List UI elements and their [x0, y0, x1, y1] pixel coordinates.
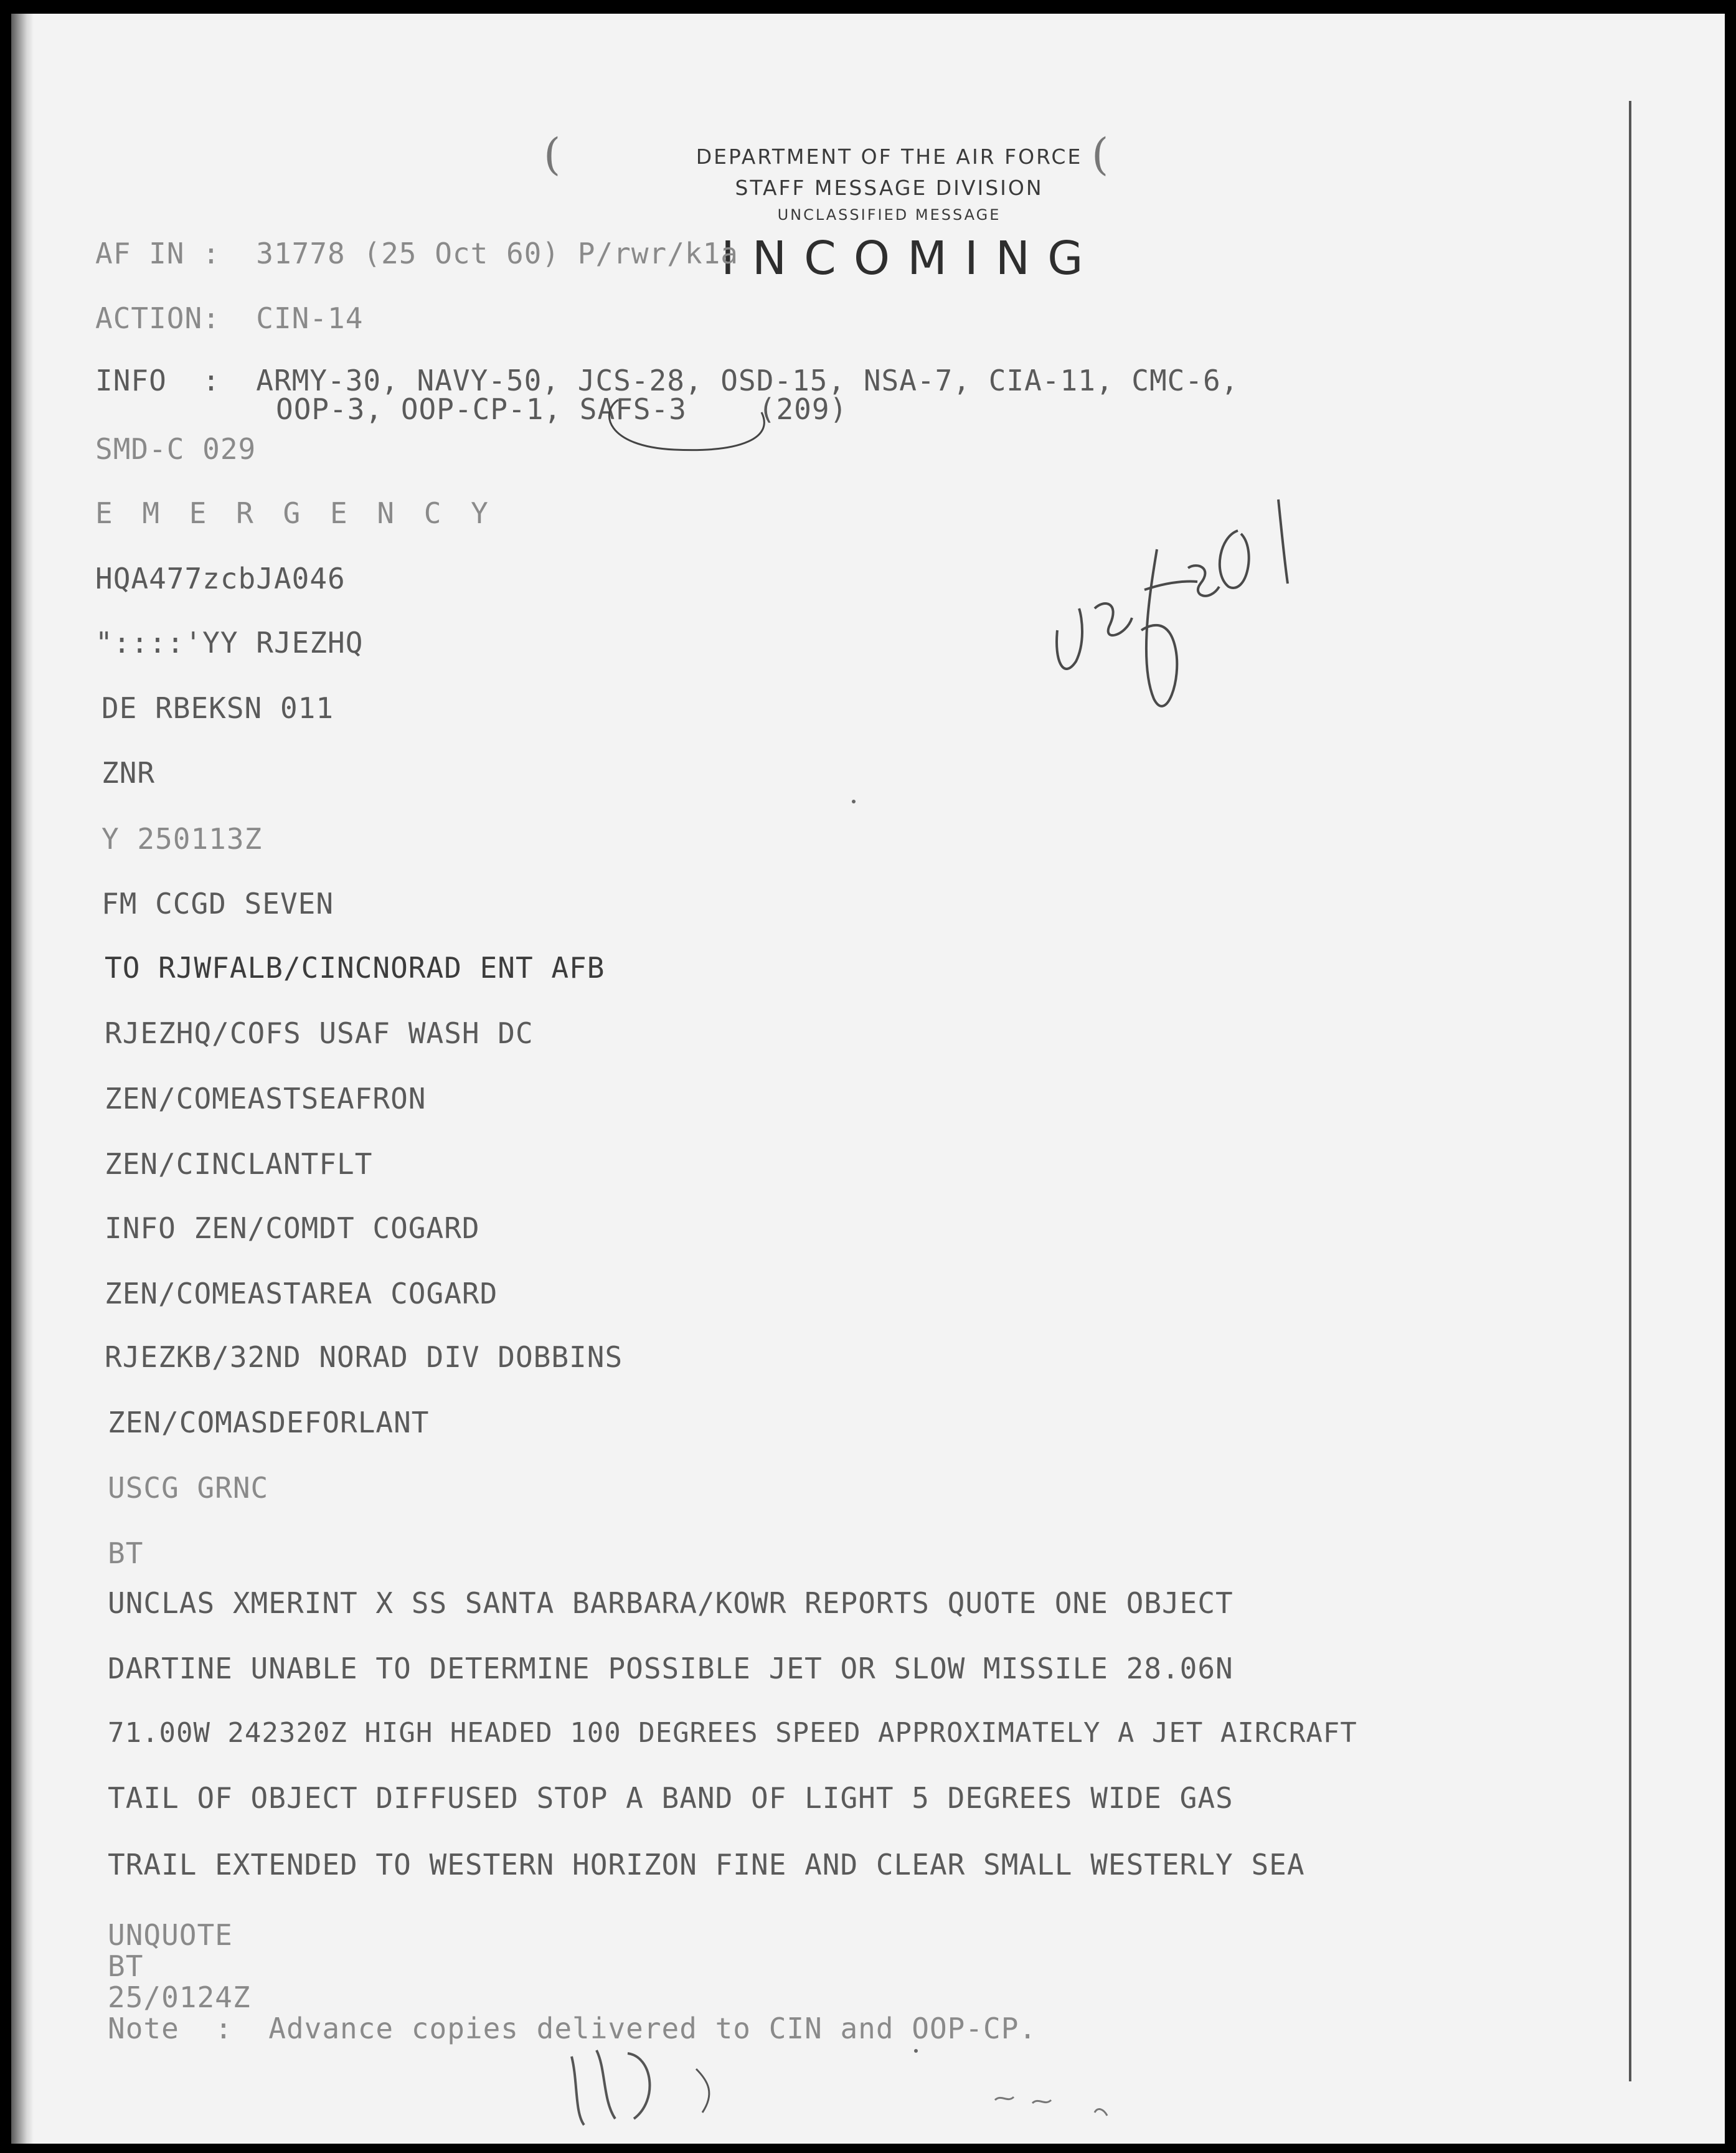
routing-line: DE RBEKSN 011 [101, 691, 334, 725]
routing-line: ZEN/COMASDEFORLANT [108, 1406, 430, 1439]
routing-line: ZEN/CINCLANTFLT [105, 1147, 373, 1181]
bottom-handwritten-marks [559, 2032, 1182, 2131]
handwritten-ufo-file-annotation [1032, 475, 1356, 749]
info-line-1: INFO : ARMY-30, NAVY-50, JCS-28, OSD-15, NSA-7, CIA-11, CMC-6, [95, 364, 1239, 397]
closing-note: Note : Advance copies delivered to CIN and OOP-CP. [108, 2012, 1037, 2045]
action-line: ACTION: CIN-14 [95, 301, 364, 335]
left-parenthesis-mark: ( [544, 129, 561, 180]
closing-bt: BT [108, 1949, 144, 1983]
division-title: STAFF MESSAGE DIVISION [735, 176, 1044, 200]
routing-line: ZEN/COMEASTAREA COGARD [105, 1277, 498, 1310]
routing-line: FM CCGD SEVEN [101, 887, 334, 920]
paper-speck [914, 2049, 918, 2053]
af-in-line: AF IN : 31778 (25 Oct 60) P/rwr/k1a [95, 237, 738, 270]
body-line: DARTINE UNABLE TO DETERMINE POSSIBLE JET OR SLOW MISSILE 28.06N [108, 1652, 1234, 1685]
message-sheet [11, 14, 1725, 2144]
paper-speck [852, 800, 856, 803]
routing-line: ZNR [101, 756, 156, 790]
letterhead [671, 141, 1107, 226]
routing-line: RJEZHQ/COFS USAF WASH DC [105, 1016, 534, 1050]
right-margin-line [1629, 101, 1631, 2081]
routing-line: Y 250113Z [101, 822, 263, 856]
routing-line: TO RJWFALB/CINCNORAD ENT AFB [105, 951, 605, 985]
routing-line: RJEZKB/32ND NORAD DIV DOBBINS [105, 1340, 623, 1374]
routing-line: USCG GRNC [108, 1471, 269, 1505]
routing-line: HQA477zcbJA046 [95, 562, 346, 595]
department-title: DEPARTMENT OF THE AIR FORCE [696, 144, 1083, 169]
routing-line: INFO ZEN/COMDT COGARD [105, 1211, 480, 1245]
precedence-line: E M E R G E N C Y [95, 496, 494, 530]
info-line-2: OOP-3, OOP-CP-1, SAFS-3 (209) [276, 392, 848, 426]
body-line: TRAIL EXTENDED TO WESTERN HORIZON FINE AND CLEAR SMALL WESTERLY SEA [108, 1848, 1305, 1881]
hand-drawn-circle-safs [593, 387, 780, 462]
routing-line: ZEN/COMEASTSEAFRON [105, 1082, 427, 1115]
incoming-stamp: INCOMING [721, 232, 1101, 285]
body-line: 71.00W 242320Z HIGH HEADED 100 DEGREES SPEED APPROXIMATELY A JET AIRCRAFT [108, 1717, 1357, 1749]
classification-label: UNCLASSIFIED MESSAGE [777, 206, 1001, 224]
closing-dtg: 25/0124Z [108, 1980, 251, 2014]
right-parenthesis-mark: ( [1092, 129, 1109, 180]
smd-line: SMD-C 029 [95, 432, 257, 466]
body-line: UNCLAS XMERINT X SS SANTA BARBARA/KOWR REPORTS QUOTE ONE OBJECT [108, 1586, 1234, 1620]
body-line: TAIL OF OBJECT DIFFUSED STOP A BAND OF LIGHT 5 DEGREES WIDE GAS [108, 1781, 1234, 1815]
routing-line: "::::'YY RJEZHQ [95, 626, 364, 660]
closing-unquote: UNQUOTE [108, 1918, 233, 1952]
paper-shadow-edge [11, 14, 34, 2144]
routing-line: BT [108, 1536, 144, 1570]
